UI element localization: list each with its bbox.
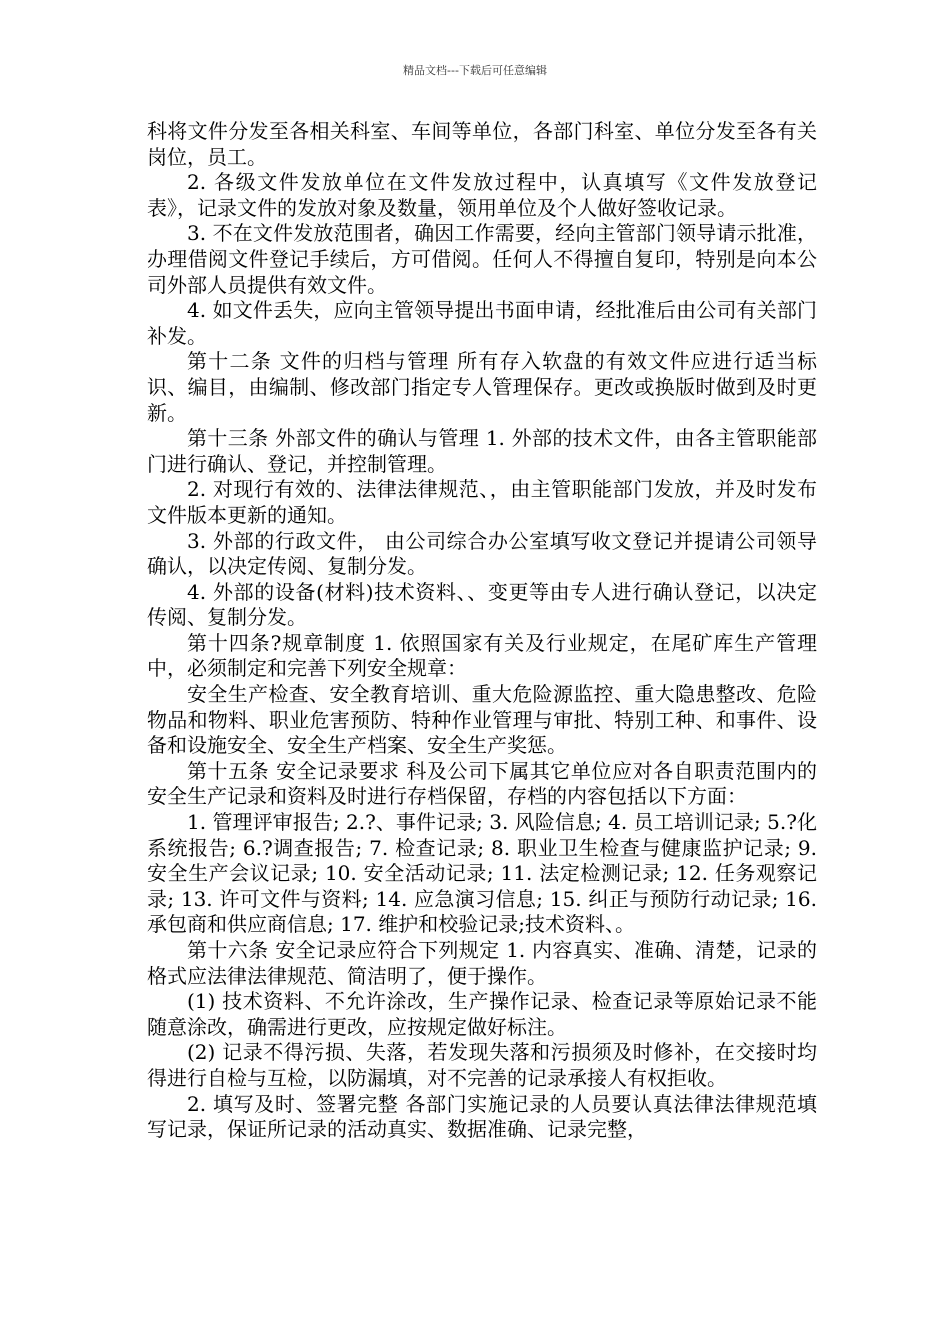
paragraph: 2. 对现行有效的、法律法律规范、，由主管职能部门发放，并及时发布文件版本更新的通知。 <box>147 477 817 527</box>
paragraph: 3. 外部的行政文件， 由公司综合办公室填写收文登记并提请公司领导确认，以决定传阅、复制分发。 <box>147 528 817 579</box>
paragraph: (1) 技术资料、不允许涂改，生产操作记录、检查记录等原始记录不能随意涂改，确需进行更改，应按规定做好标注。 <box>147 989 817 1039</box>
page-header: 精品文档---下载后可任意编辑 <box>403 64 547 77</box>
paragraph: 第十六条 安全记录应符合下列规定 1. 内容真实、准确、清楚，记录的格式应法律法律规范、简洁明了，便于操作。 <box>147 938 817 988</box>
paragraph: 2. 填写及时、签署完整 各部门实施记录的人员要认真法律法律规范填写记录，保证所记录的活动真实、数据准确、记录完整， <box>147 1091 817 1142</box>
paragraph: (2) 记录不得污损、失落，若发现失落和污损须及时修补，在交接时均得进行自检与互检，以防漏填，对不完善的记录承接人有权拒收。 <box>147 1040 817 1090</box>
paragraph: 2. 各级文件发放单位在文件发放过程中，认真填写《文件发放登记表》，记录文件的发放对象及数量，领用单位及个人做好签收记录。 <box>147 170 817 220</box>
paragraph: 科将文件分发至各相关科室、车间等单位，各部门科室、单位分发至各有关岗位，员工。 <box>147 119 817 169</box>
paragraph: 第十三条 外部文件的确认与管理 1. 外部的技术文件，由各主管职能部门进行确认、登记，并控制管理。 <box>147 426 817 476</box>
paragraph: 第十四条?规章制度 1. 依照国家有关及行业规定，在尾矿库生产管理中，必须制定和完善下列安全规章： <box>147 630 817 681</box>
paragraph: 第十五条 安全记录要求 科及公司下属其它单位应对各自职责范围内的安全生产记录和资料及时进行存档保留，存档的内容包括以下方面： <box>147 758 817 809</box>
paragraph: 1. 管理评审报告; 2.?、事件记录; 3. 风险信息; 4. 员工培训记录; 5.?化系统报告; 6.?调查报告; 7. 检查记录; 8. 职业卫生检查与健康监护记录; 9. 安全生产会议记录; 10. 安全活动记录; 11. 法定检测记录; 12. 任务观察记录; 13. 许可文件与资料; 14. 应急演习信息; 15. 纠正与预防行动记录; 16. 承包商和供应商信息; 17. 维护和校验记录;技术资料、。 <box>147 810 817 937</box>
paragraph: 4. 外部的设备(材料)技术资料、、变更等由专人进行确认登记，以决定传阅、复制分发。 <box>147 579 817 630</box>
document-body <box>147 119 817 1143</box>
paragraph: 第十二条 文件的归档与管理 所有存入软盘的有效文件应进行适当标识、编目，由编制、修改部门指定专人管理保存。更改或换版时做到及时更新。 <box>147 349 817 425</box>
paragraph: 安全生产检查、安全教育培训、重大危险源监控、重大隐患整改、危险物品和物料、职业危害预防、特种作业管理与审批、特别工种、和事件、设备和设施安全、安全生产档案、安全生产奖惩。 <box>147 682 817 758</box>
paragraph: 3. 不在文件发放范围者，确因工作需要，经向主管部门领导请示批准，办理借阅文件登记手续后，方可借阅。任何人不得擅自复印，特别是向本公司外部人员提供有效文件。 <box>147 221 817 297</box>
paragraph: 4. 如文件丢失，应向主管领导提出书面申请，经批准后由公司有关部门补发。 <box>147 298 817 348</box>
